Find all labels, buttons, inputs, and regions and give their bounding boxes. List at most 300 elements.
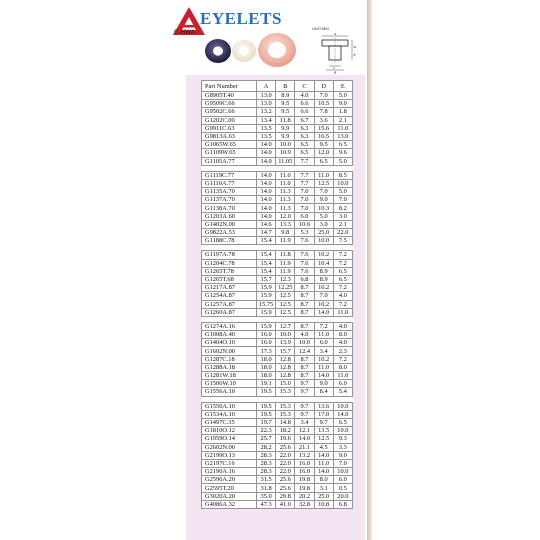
dimension-cell: 11.0 — [333, 372, 352, 380]
dimension-cell: 31.5 — [257, 476, 276, 484]
dimension-cell: 1.8 — [333, 108, 352, 116]
dimension-cell: 10.0 — [333, 179, 352, 187]
dimension-cell: 6.5 — [333, 418, 352, 426]
dimension-cell: 11.0 — [314, 171, 333, 179]
dimension-cell: 17.0 — [314, 410, 333, 418]
part-number-cell: G1008A.40 — [202, 331, 257, 339]
dimension-cell: 8.2 — [333, 204, 352, 212]
dimension-cell: 14.0 — [257, 149, 276, 157]
part-number-cell: G2197C.16 — [202, 459, 257, 467]
dimension-cell: 6.5 — [333, 267, 352, 275]
dimension-cell: 11.05 — [276, 157, 295, 165]
dimension-cell: 16.0 — [295, 459, 314, 467]
dimension-cell: 7.8 — [314, 108, 333, 116]
part-number-cell: G1810O.12 — [202, 427, 257, 435]
dimension-cell: 19.5 — [257, 410, 276, 418]
unit-label: UNIT:MM — [312, 26, 329, 31]
part-number-cell: G1065W.65 — [202, 141, 257, 149]
table-row — [202, 149, 353, 157]
dimension-cell: 9.0 — [333, 100, 352, 108]
dimension-cell: 9.5 — [314, 141, 333, 149]
dimension-cell: 12.8 — [276, 355, 295, 363]
dimension-cell: 6.5 — [333, 141, 352, 149]
dim-label-d: D — [353, 45, 357, 49]
dimension-cell: 10.4 — [314, 259, 333, 267]
part-number-cell: G1602N.00 — [202, 347, 257, 355]
dimension-cell: 13.0 — [257, 92, 276, 100]
dimension-cell: 11.9 — [276, 259, 295, 267]
table-row — [202, 459, 353, 467]
table-row — [202, 308, 353, 316]
table-header-row — [202, 81, 353, 92]
dimension-cell: 17.3 — [257, 347, 276, 355]
dimension-cell: 3.4 — [314, 347, 333, 355]
table-row — [202, 331, 353, 339]
part-number-cell: G1202C.00 — [202, 116, 257, 124]
dimension-cell: 6.6 — [295, 100, 314, 108]
dimension-cell: 19.1 — [257, 380, 276, 388]
table-row — [202, 100, 353, 108]
dimension-cell: 5.0 — [333, 188, 352, 196]
dimension-cell: 32.8 — [295, 500, 314, 508]
table-row — [202, 355, 353, 363]
part-number-cell: G1402N.00 — [202, 220, 257, 228]
table-row — [202, 427, 353, 435]
table-row — [202, 251, 353, 259]
dimension-cell: 7.2 — [333, 251, 352, 259]
dimension-cell: 14.8 — [276, 418, 295, 426]
dimension-cell: 6.5 — [333, 275, 352, 283]
page-title: EYELETS — [200, 9, 282, 28]
dimension-cell: 11.9 — [276, 237, 295, 245]
dimension-cell: 19.8 — [295, 476, 314, 484]
part-number-cell: G1260A.87 — [202, 308, 257, 316]
table-row — [202, 204, 353, 212]
dimension-cell: 5.4 — [333, 388, 352, 396]
dimension-cell: 10.0 — [276, 141, 295, 149]
dimension-cell: 6.8 — [295, 275, 314, 283]
dimension-cell: 14.0 — [257, 179, 276, 187]
table-row — [202, 363, 353, 371]
table-row — [202, 179, 353, 187]
dimension-cell: 13.5 — [314, 427, 333, 435]
dimension-cell: 10.9 — [276, 149, 295, 157]
table-row — [202, 212, 353, 220]
table-row — [202, 292, 353, 300]
table-row — [202, 141, 353, 149]
dimension-cell: 22.0 — [276, 468, 295, 476]
part-number-cell: G2190A.16 — [202, 468, 257, 476]
dimension-cell: 3.0 — [333, 212, 352, 220]
table-row — [202, 188, 353, 196]
dimension-cell: 16.0 — [257, 331, 276, 339]
dimension-cell: 18.0 — [257, 355, 276, 363]
dimension-cell: 19.6 — [276, 435, 295, 443]
part-number-cell: G1288A.18 — [202, 363, 257, 371]
part-number-cell: G2199O.13 — [202, 451, 257, 459]
dimension-cell: 7.0 — [314, 92, 333, 100]
part-number-cell: G1137A.70 — [202, 196, 257, 204]
dimension-cell: 13.3 — [276, 220, 295, 228]
dimension-cell: 41.0 — [276, 500, 295, 508]
part-number-cell: G1959O.14 — [202, 435, 257, 443]
table-row — [202, 339, 353, 347]
part-number-cell: G1119C.77 — [202, 171, 257, 179]
dimension-cell: 12.0 — [276, 212, 295, 220]
dimension-cell: 4.5 — [314, 443, 333, 451]
dimension-cell: 4.0 — [333, 322, 352, 330]
part-number-cell: G1217A.87 — [202, 284, 257, 292]
dimension-cell: 13.5 — [257, 124, 276, 132]
dimension-cell: 13.4 — [257, 116, 276, 124]
dimension-cell: 7.0 — [333, 196, 352, 204]
dimension-cell: 12.5 — [314, 179, 333, 187]
dimension-cell: 6.5 — [314, 157, 333, 165]
dimension-cell: 8.5 — [333, 171, 352, 179]
dimension-cell: 9.0 — [314, 380, 333, 388]
dimension-cell: 7.7 — [295, 157, 314, 165]
dimension-cell: 10.5 — [314, 100, 333, 108]
dimension-cell: 13.0 — [257, 100, 276, 108]
table-row — [202, 259, 353, 267]
table-row — [202, 372, 353, 380]
dimension-cell: 11.0 — [314, 363, 333, 371]
dimension-cell: 12.5 — [314, 435, 333, 443]
dim-label-a: A — [334, 32, 337, 37]
dimension-cell: 5.0 — [333, 92, 352, 100]
dimension-cell: 15.9 — [257, 322, 276, 330]
dimension-cell: 8.7 — [295, 308, 314, 316]
table-row — [202, 157, 353, 165]
dimension-cell: 5.0 — [314, 212, 333, 220]
dimension-cell: 14.6 — [257, 220, 276, 228]
dimension-cell: 8.7 — [295, 292, 314, 300]
dimension-cell: 10.2 — [314, 284, 333, 292]
dimension-cell: 16.0 — [257, 339, 276, 347]
dimension-cell: 14.0 — [333, 410, 352, 418]
dimension-cell: 7.2 — [333, 284, 352, 292]
dimension-cell: 9.7 — [295, 410, 314, 418]
dimension-cell: 9.3 — [333, 435, 352, 443]
dim-label-e: E — [353, 53, 356, 57]
dimension-cell: 11.3 — [276, 196, 295, 204]
dimension-cell: 9.0 — [314, 196, 333, 204]
dimension-cell: 9.9 — [276, 124, 295, 132]
part-number-cell: G9813A.63 — [202, 132, 257, 140]
dimension-cell: 21.1 — [295, 443, 314, 451]
part-number-cell: G1287C.18 — [202, 355, 257, 363]
dimension-cell: 10.0 — [333, 402, 352, 410]
part-number-cell: G1254A.87 — [202, 292, 257, 300]
header-d: D — [314, 81, 333, 92]
dimension-cell: 8.9 — [314, 267, 333, 275]
dimension-cell: 8.4 — [314, 388, 333, 396]
dimension-cell: 15.9 — [257, 292, 276, 300]
dim-label-b: B — [334, 70, 337, 74]
dimension-cell: 16.5 — [314, 132, 333, 140]
dimension-cell: 14.0 — [314, 468, 333, 476]
dimension-cell: 11.9 — [276, 267, 295, 275]
part-number-cell: G1197A.78 — [202, 251, 257, 259]
dimension-cell: 3.1 — [314, 484, 333, 492]
dimension-cell: 10.8 — [314, 500, 333, 508]
dimension-cell: 15.0 — [276, 380, 295, 388]
part-number-cell: G1497C.35 — [202, 418, 257, 426]
dimension-cell: 12.4 — [295, 347, 314, 355]
dimension-diagram — [318, 32, 358, 74]
dimension-cell: 9.7 — [295, 388, 314, 396]
dimension-cell: 12.5 — [276, 308, 295, 316]
dimension-cell: 15.3 — [276, 410, 295, 418]
dimension-cell: 28.3 — [257, 459, 276, 467]
dimension-cell: 12.3 — [276, 275, 295, 283]
dimension-cell: 11.0 — [314, 331, 333, 339]
table-row — [202, 476, 353, 484]
table-row — [202, 275, 353, 283]
part-number-cell: G1110A.77 — [202, 179, 257, 187]
dimension-cell: 13.5 — [257, 132, 276, 140]
dimension-cell: 11.0 — [333, 308, 352, 316]
table-row — [202, 492, 353, 500]
dimension-cell: 7.6 — [295, 267, 314, 275]
part-number-cell: G1265T.68 — [202, 275, 257, 283]
part-number-cell: G1257A.87 — [202, 300, 257, 308]
dimension-cell: 14.0 — [314, 308, 333, 316]
dimension-cell: 9.7 — [295, 402, 314, 410]
dimension-cell: 25.0 — [314, 229, 333, 237]
part-number-cell: G2595T.20 — [202, 484, 257, 492]
page-edge — [367, 0, 372, 540]
dimension-cell: 5.3 — [295, 229, 314, 237]
part-number-cell: G4086A.32 — [202, 500, 257, 508]
dimension-cell: 2.3 — [333, 347, 352, 355]
dimension-cell: 10.2 — [314, 355, 333, 363]
dimension-cell: 13.6 — [314, 402, 333, 410]
dimension-cell: 2.1 — [333, 220, 352, 228]
header-b: B — [276, 81, 295, 92]
table-row — [202, 237, 353, 245]
part-number-cell: G9502C.66 — [202, 108, 257, 116]
part-number-cell: G1404O.10 — [202, 339, 257, 347]
dimension-cell: 6.0 — [333, 380, 352, 388]
dimension-cell: 19.7 — [257, 418, 276, 426]
dimension-cell: 14.0 — [257, 196, 276, 204]
dimension-cell: 15.75 — [257, 300, 276, 308]
dimension-cell: 8.0 — [314, 476, 333, 484]
dimension-cell: 8.7 — [295, 355, 314, 363]
eyelet-table-wrap — [201, 80, 352, 509]
dimension-cell: 7.6 — [295, 251, 314, 259]
brand-name: E-HWA — [174, 30, 196, 36]
dimension-cell: 4.0 — [333, 292, 352, 300]
part-number-cell: G2596A.20 — [202, 476, 257, 484]
dimension-cell: 9.5 — [276, 108, 295, 116]
dimension-cell: 8.7 — [295, 322, 314, 330]
dimension-cell: 9.0 — [333, 451, 352, 459]
dimension-cell: 7.7 — [295, 171, 314, 179]
table-row — [202, 196, 353, 204]
dimension-cell: 15.4 — [257, 267, 276, 275]
dimension-cell: 7.6 — [295, 259, 314, 267]
dimension-cell: 14.0 — [257, 188, 276, 196]
dimension-cell: 11.8 — [276, 251, 295, 259]
dimension-cell: 12.8 — [276, 372, 295, 380]
dimension-cell: 8.7 — [295, 363, 314, 371]
dimension-cell: 14.7 — [257, 229, 276, 237]
dimension-cell: 10.0 — [276, 331, 295, 339]
dimension-cell: 25.6 — [276, 443, 295, 451]
dimension-cell: 12.8 — [276, 363, 295, 371]
dimension-cell: 11.0 — [276, 179, 295, 187]
dimension-cell: 4.0 — [295, 331, 314, 339]
part-number-cell: G8905T.40 — [202, 92, 257, 100]
part-number-cell: G1105A.77 — [202, 157, 257, 165]
dimension-cell: 5.0 — [333, 157, 352, 165]
dimension-cell: 19.5 — [257, 402, 276, 410]
table-row — [202, 92, 353, 100]
dimension-cell: 15.4 — [257, 237, 276, 245]
dimension-cell: 9.9 — [276, 132, 295, 140]
dimension-cell: 47.3 — [257, 500, 276, 508]
dimension-cell: 10.6 — [295, 220, 314, 228]
dimension-cell: 0.5 — [333, 484, 352, 492]
dimension-cell: 9.7 — [295, 380, 314, 388]
eyelet-spec-table — [201, 80, 353, 509]
table-row — [202, 451, 353, 459]
dimension-cell: 14.0 — [295, 435, 314, 443]
table-row — [202, 402, 353, 410]
table-row — [202, 267, 353, 275]
dimension-cell: 11.3 — [276, 188, 295, 196]
part-number-cell: G3020A.20 — [202, 492, 257, 500]
dimension-cell: 11.3 — [276, 204, 295, 212]
dimension-cell: 15.3 — [276, 402, 295, 410]
dimension-cell: 7.2 — [314, 322, 333, 330]
table-row — [202, 284, 353, 292]
dimension-cell: 14.0 — [257, 204, 276, 212]
dimension-cell: 6.0 — [333, 476, 352, 484]
header-part-number: Part Number — [202, 81, 257, 92]
dimension-cell: 20.0 — [333, 492, 352, 500]
dimension-cell: 15.9 — [257, 308, 276, 316]
dimension-cell: 10.0 — [314, 237, 333, 245]
dimension-cell: 7.6 — [295, 237, 314, 245]
part-number-cell: G1203A.60 — [202, 212, 257, 220]
dimension-cell: 7.0 — [333, 459, 352, 467]
dimension-cell: 7.0 — [314, 292, 333, 300]
table-row — [202, 443, 353, 451]
dimension-cell: 9.8 — [276, 229, 295, 237]
dimension-cell: 6.6 — [295, 108, 314, 116]
dimension-cell: 25.6 — [276, 484, 295, 492]
dimension-cell: 10.0 — [333, 468, 352, 476]
dimension-cell: 12.25 — [276, 284, 295, 292]
dimension-cell: 25.6 — [276, 476, 295, 484]
dimension-cell: 3.6 — [314, 116, 333, 124]
dimension-cell: 3.4 — [295, 418, 314, 426]
dimension-cell: 9.7 — [314, 418, 333, 426]
dimension-cell: 12.7 — [276, 322, 295, 330]
dimension-cell: 6.3 — [295, 124, 314, 132]
dimension-cell: 28.2 — [257, 443, 276, 451]
dimension-cell: 16.0 — [295, 468, 314, 476]
dimension-cell: 15.7 — [257, 275, 276, 283]
dimension-cell: 11.0 — [276, 171, 295, 179]
table-row — [202, 124, 353, 132]
dimension-cell: 3.0 — [314, 220, 333, 228]
dimension-cell: 13.9 — [276, 339, 295, 347]
dimension-cell: 9.6 — [333, 149, 352, 157]
dimension-cell: 7.0 — [295, 204, 314, 212]
part-number-cell: G1265T.78 — [202, 267, 257, 275]
dimension-cell: 12.1 — [295, 427, 314, 435]
dimension-cell: 19.8 — [295, 484, 314, 492]
dimension-cell: 7.2 — [333, 300, 352, 308]
dimension-cell: 14.0 — [257, 157, 276, 165]
dimension-cell: 20.2 — [295, 492, 314, 500]
dimension-cell: 8.0 — [333, 363, 352, 371]
dimension-cell: 6.8 — [333, 500, 352, 508]
dimension-cell: 12.0 — [314, 149, 333, 157]
dimension-cell: 18.2 — [276, 427, 295, 435]
dimension-cell: 25.0 — [314, 492, 333, 500]
dimension-cell: 6.0 — [314, 339, 333, 347]
part-number-cell: G9822A.53 — [202, 229, 257, 237]
dimension-cell: 8.0 — [333, 331, 352, 339]
dimension-cell: 4.0 — [333, 339, 352, 347]
table-row — [202, 116, 353, 124]
dimension-cell: 7.0 — [314, 188, 333, 196]
dimension-cell: 15.7 — [276, 347, 295, 355]
dimension-cell: 15.6 — [314, 124, 333, 132]
dimension-cell: 6.7 — [295, 116, 314, 124]
table-row — [202, 108, 353, 116]
table-row — [202, 388, 353, 396]
dimension-cell: 8.9 — [276, 92, 295, 100]
dimension-cell: 14.0 — [314, 372, 333, 380]
dimension-cell: 31.8 — [257, 484, 276, 492]
part-number-cell: G9911C.63 — [202, 124, 257, 132]
part-number-cell: G1506W.10 — [202, 380, 257, 388]
dimension-cell: 29.8 — [276, 492, 295, 500]
table-row — [202, 484, 353, 492]
table-row — [202, 229, 353, 237]
dimension-cell: 10.0 — [295, 339, 314, 347]
dimension-cell: 28.3 — [257, 451, 276, 459]
table-row — [202, 468, 353, 476]
part-number-cell: G2602N.00 — [202, 443, 257, 451]
table-row — [202, 347, 353, 355]
dimension-cell: 15.9 — [257, 284, 276, 292]
part-number-cell: G1534A.10 — [202, 410, 257, 418]
dimension-cell: 28.3 — [257, 468, 276, 476]
dimension-cell: 7.5 — [333, 237, 352, 245]
dimension-cell: 7.7 — [295, 179, 314, 187]
dimension-cell: 11.8 — [276, 116, 295, 124]
table-row — [202, 435, 353, 443]
part-number-cell: G1281W.18 — [202, 372, 257, 380]
dimension-cell: 15.4 — [257, 251, 276, 259]
table-row — [202, 322, 353, 330]
dimension-cell: 7.2 — [333, 355, 352, 363]
dimension-cell: 9.5 — [276, 100, 295, 108]
dimension-cell: 10.3 — [314, 204, 333, 212]
part-number-cell: G1204C.78 — [202, 259, 257, 267]
dimension-cell: 15.4 — [257, 259, 276, 267]
dimension-cell: 3.3 — [333, 443, 352, 451]
part-number-cell: G1550A.10 — [202, 402, 257, 410]
dimension-cell: 8.9 — [314, 275, 333, 283]
